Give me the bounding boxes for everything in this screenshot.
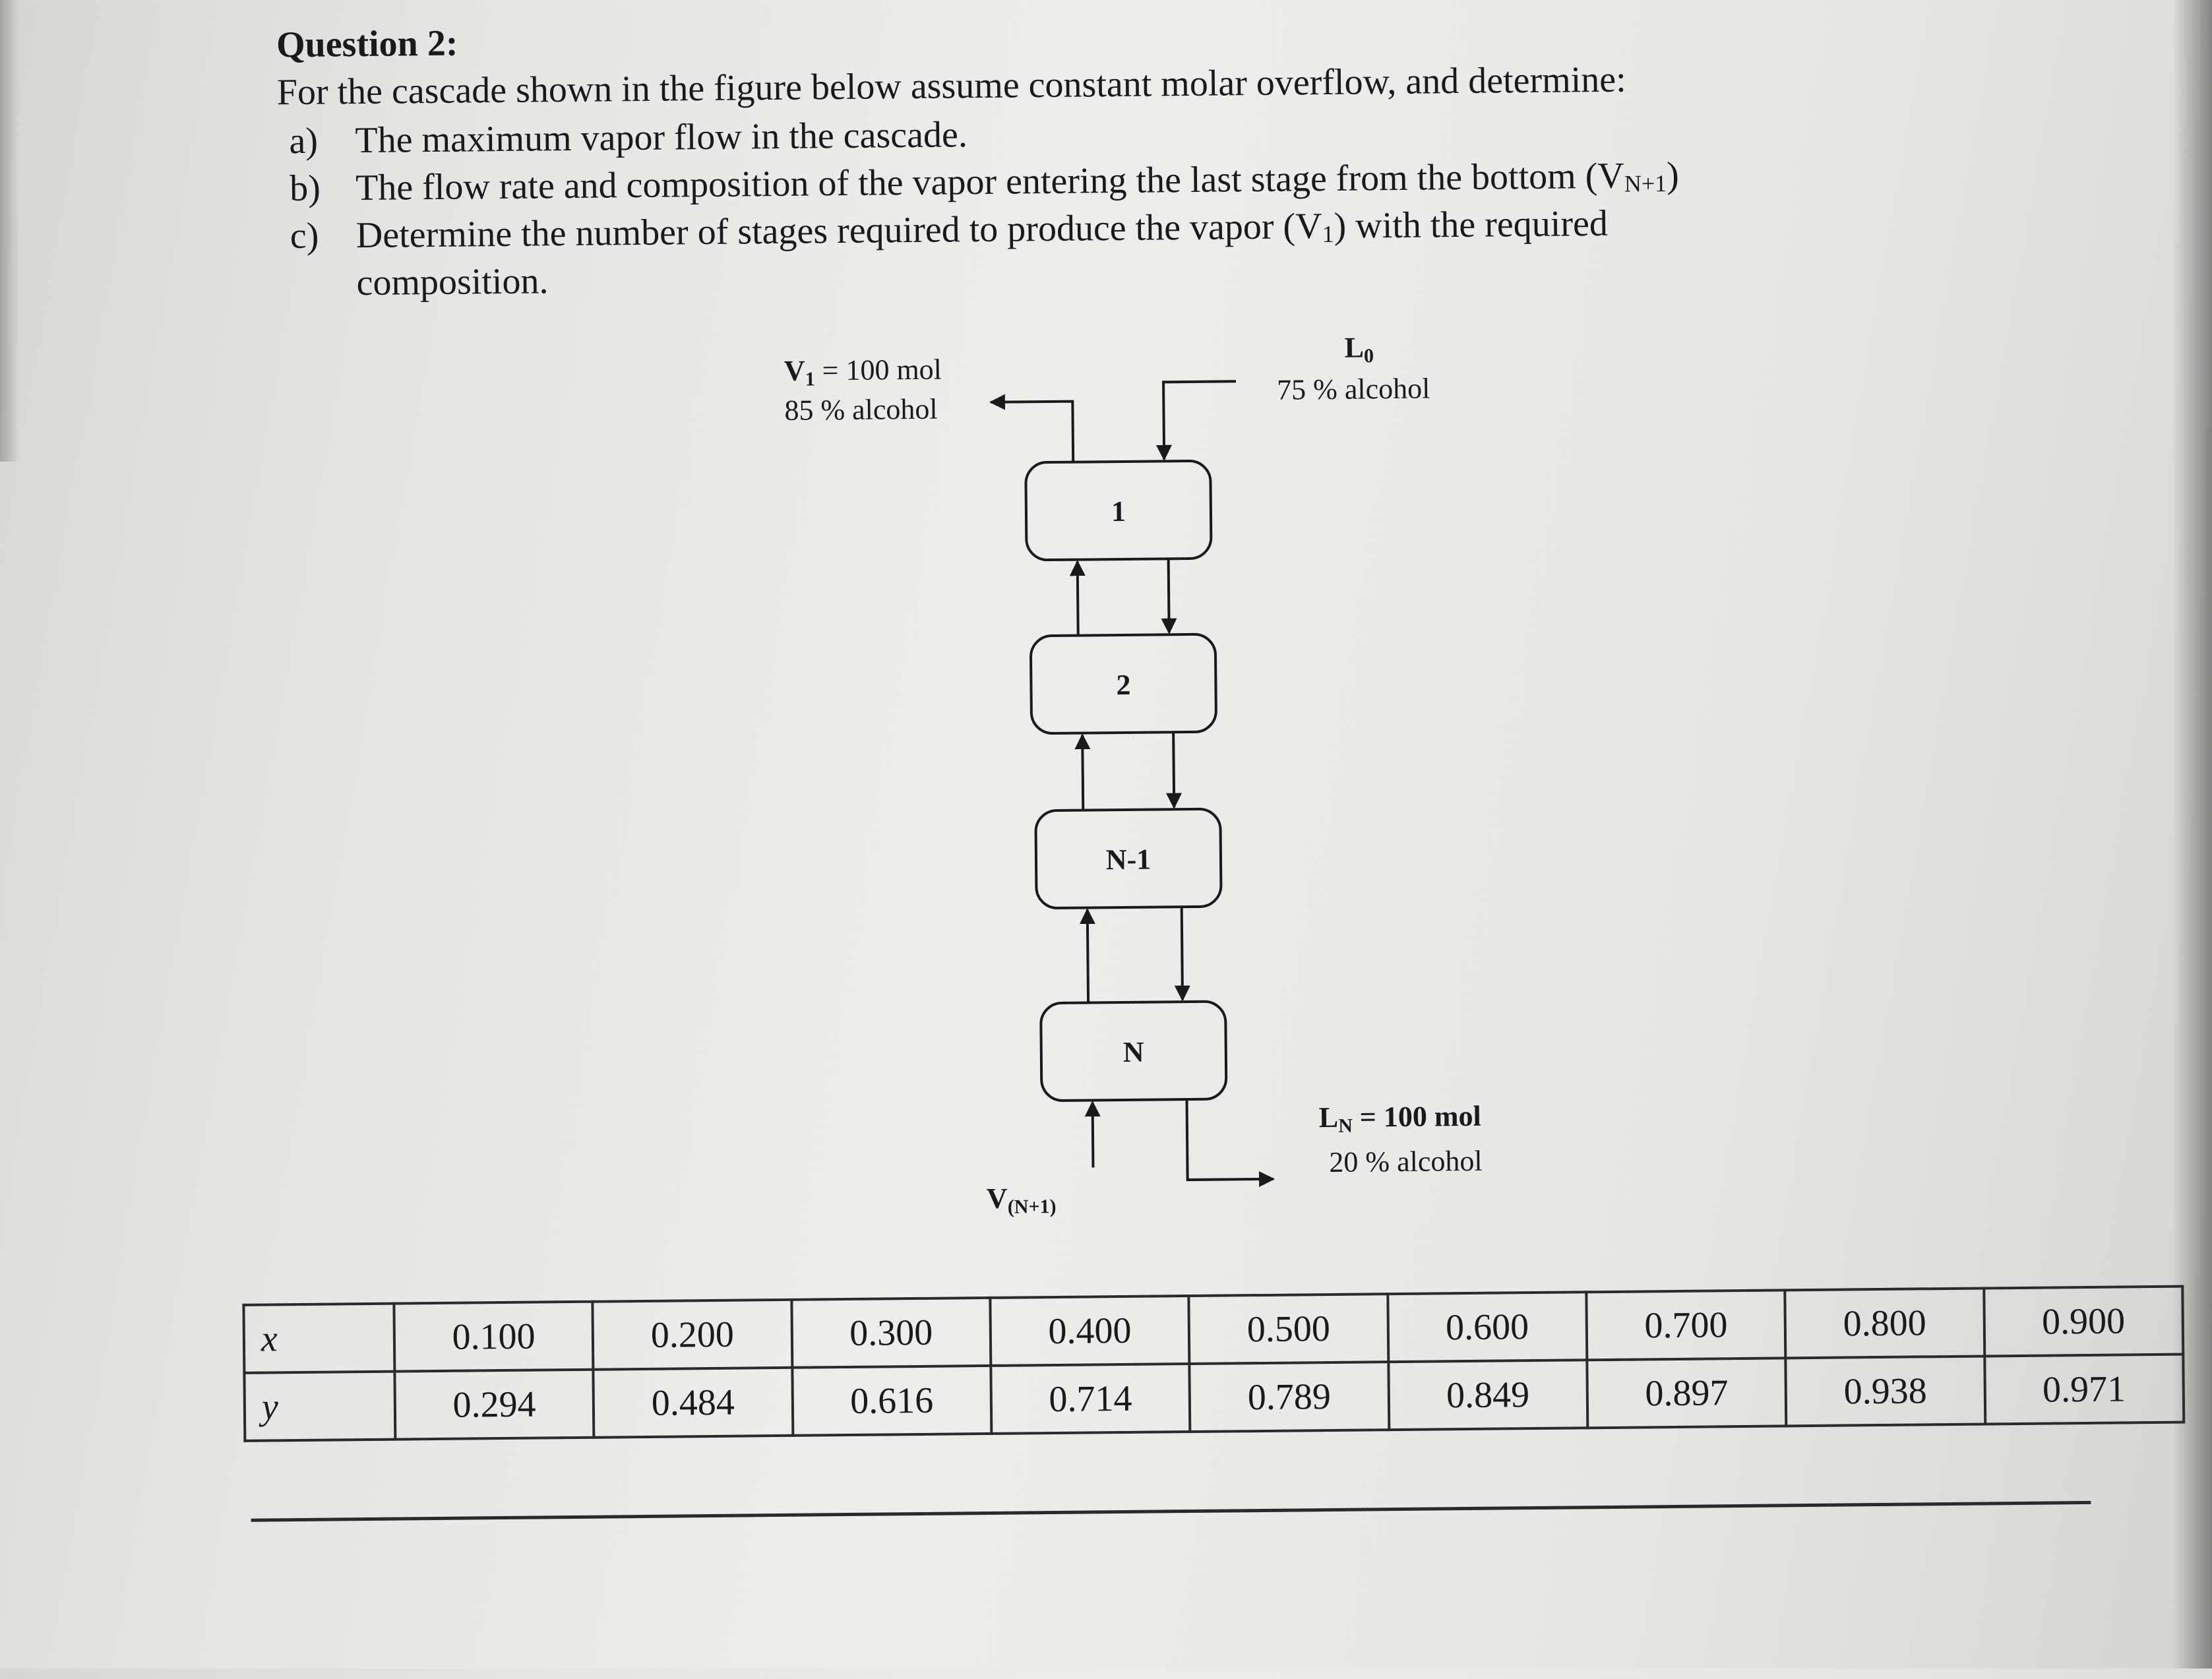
equilibrium-table bbox=[242, 1285, 2185, 1442]
v1-outlet-stream bbox=[991, 402, 1073, 463]
x-cell: 0.800 bbox=[1785, 1288, 1984, 1358]
stage-labels bbox=[1102, 495, 1153, 1069]
x-cell: 0.400 bbox=[990, 1296, 1189, 1366]
item-c-label: c) bbox=[290, 215, 319, 257]
x-header: x bbox=[243, 1304, 394, 1373]
y-cell: 0.616 bbox=[792, 1366, 991, 1436]
v1-composition-label: 85 % alcohol bbox=[784, 392, 938, 427]
x-cell: 0.900 bbox=[1984, 1287, 2183, 1357]
stage-label-2: 2 bbox=[1116, 668, 1131, 702]
y-cell: 0.789 bbox=[1190, 1362, 1389, 1432]
stream-labels bbox=[783, 330, 1483, 1220]
liquid-stream-2-to-n-1 bbox=[1173, 732, 1174, 807]
y-cell: 0.938 bbox=[1786, 1356, 1985, 1426]
x-cell: 0.300 bbox=[791, 1298, 991, 1368]
x-cell: 0.600 bbox=[1388, 1292, 1587, 1362]
question-intro: For the cascade shown in the figure below assume constant molar overflow, and determine: bbox=[276, 59, 1626, 113]
ln-flow-label: LN = 100 mol bbox=[1318, 1099, 1481, 1137]
x-cell: 0.700 bbox=[1586, 1290, 1785, 1360]
vn1-label: V(N+1) bbox=[986, 1182, 1057, 1218]
item-c-text: Determine the number of stages required to produce the vapor $(V_1)$ with the required bbox=[355, 202, 1609, 257]
ln-composition-label: 20 % alcohol bbox=[1329, 1144, 1483, 1178]
stage-label-1: 1 bbox=[1111, 495, 1126, 528]
x-cell: 0.200 bbox=[593, 1300, 792, 1370]
l0-inlet-stream bbox=[1163, 381, 1237, 459]
item-a-label: a) bbox=[289, 120, 319, 162]
stage-boxes bbox=[1026, 461, 1226, 1101]
page-shadow-right bbox=[2172, 0, 2212, 1668]
y-cell: 0.294 bbox=[394, 1370, 594, 1440]
ln-outlet-stream bbox=[1186, 1099, 1273, 1180]
l0-composition-label: 75 % alcohol bbox=[1276, 372, 1430, 406]
v1-flow-label: V1 = 100 mol bbox=[783, 353, 942, 390]
question-title: Question 2: bbox=[276, 22, 458, 66]
x-cell: 0.500 bbox=[1189, 1294, 1388, 1364]
x-cell: 0.100 bbox=[394, 1302, 593, 1372]
stage-label-n-1: N-1 bbox=[1105, 843, 1152, 876]
liquid-stream-n-1-to-n bbox=[1182, 907, 1183, 1000]
item-a-text: The maximum vapor flow in the cascade. bbox=[355, 114, 968, 162]
y-cell: 0.897 bbox=[1587, 1358, 1786, 1428]
item-b-label: b) bbox=[289, 168, 321, 210]
y-cell: 0.484 bbox=[594, 1368, 793, 1438]
y-cell: 0.971 bbox=[1984, 1355, 2184, 1424]
item-c-continuation: composition. bbox=[356, 260, 549, 304]
y-header: y bbox=[244, 1372, 395, 1441]
y-cell: 0.849 bbox=[1388, 1360, 1587, 1430]
vapor-stream-n-1-to-2 bbox=[1082, 735, 1083, 810]
stage-label-n: N bbox=[1122, 1035, 1144, 1068]
l0-label: L0 bbox=[1344, 331, 1374, 367]
y-cell: 0.714 bbox=[991, 1364, 1190, 1434]
item-b-text: The flow rate and composition of the vapor entering the last stage from the bottom $(V_{N+1})$ bbox=[355, 154, 1680, 209]
